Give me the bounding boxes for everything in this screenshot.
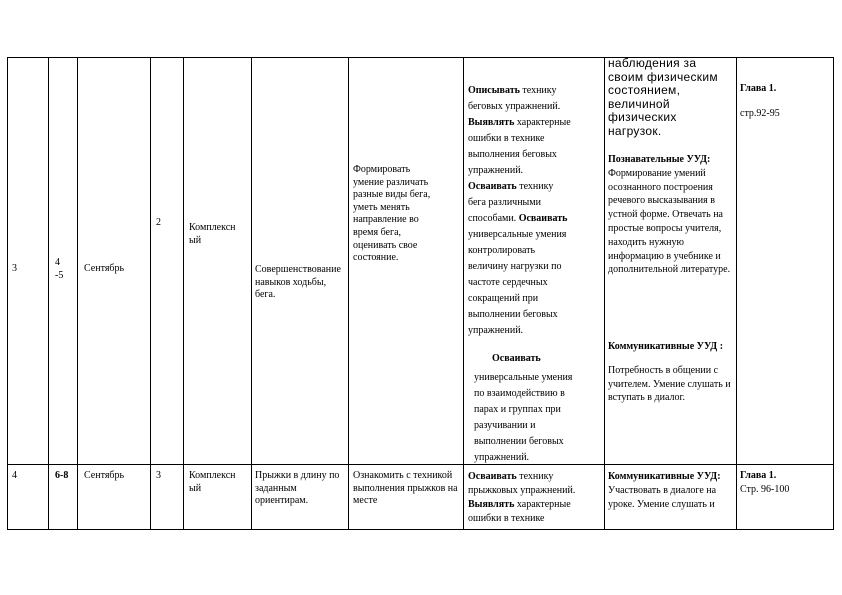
activity-extra-line: разучивании и [474, 420, 536, 431]
row1-reference-chapter: Глава 1. [740, 83, 777, 94]
uud-line: физических [608, 110, 677, 124]
row2-number: 4 [12, 470, 17, 481]
row2-lessons: 6-8 [55, 470, 69, 481]
activity-line: прыжковых упражнений. [468, 485, 576, 496]
row1-lessons: 4 -5 [55, 257, 64, 281]
row1-lesson-type: Комплексный [189, 222, 236, 246]
activity-extra-line: по взаимодействию в [474, 388, 565, 399]
activity-line: Выявлять характерные [468, 499, 571, 510]
uud-line: своим физическим [608, 69, 718, 84]
row2-lesson-type: Комплексный [189, 470, 236, 494]
uud-communicative-text: Участвовать в диалоге на уроке. Умение слушать и [608, 485, 717, 510]
activity-extra-line: универсальные умения [474, 372, 573, 383]
activity-line: бега различными [468, 197, 541, 208]
activity-line: Описывать технику [468, 85, 557, 96]
activity-line: упражнений. [468, 325, 524, 336]
uud-communicative-heading: Коммуникативные УУД: [608, 471, 721, 482]
activity-line: ошибки в технике [468, 133, 545, 144]
activity-extra-line: выполнении беговых [474, 436, 564, 447]
uud-cognitive-heading: Познавательные УУД: [608, 154, 711, 165]
activity-line: частоте сердечных [468, 277, 548, 288]
row1-goals: Формировать умение различать разные виды бега, уметь менять направление во время бега, оценивать свое состояние. [353, 164, 431, 264]
activity-line: сокращений при [468, 293, 539, 304]
row1-activity [468, 83, 571, 339]
activity-line: Осваивать технику [468, 471, 554, 482]
row1-hours: 2 [156, 217, 161, 228]
activity-line: Выявлять характерные [468, 117, 571, 128]
activity-line: контролировать [468, 245, 536, 256]
row2-uud [608, 470, 733, 512]
uud-communicative-text: Потребность в общении с учителем. Умение слушать и вступать в диалог. [608, 364, 731, 404]
activity-line: беговых упражнений. [468, 101, 561, 112]
activity-line: Осваивать технику [468, 181, 554, 192]
uud-line: нагрузок. [608, 123, 662, 138]
activity-extra-line: парах и группах при [474, 404, 561, 415]
uud-line: величиной [608, 96, 670, 111]
activity-line: выполнении беговых [468, 309, 558, 320]
uud-communicative-heading: Коммуникативные УУД : [608, 341, 724, 352]
uud-cognitive-text: Формирование умений осознанного построения речевого высказывания в устной форме. Отвечать на простые вопросы учителя, находить нужную информацию в учебнике и дополнительной литературе. [608, 167, 731, 276]
row1-reference-pages: стр.92-95 [740, 108, 780, 119]
uud-line: наблюдения за [608, 56, 697, 70]
row1-uud-communicative [608, 340, 733, 405]
uud-line: состоянием, [608, 83, 681, 97]
lesson-plan-table [7, 57, 834, 530]
row2-activity [468, 470, 575, 526]
row1-uud-top [608, 57, 718, 138]
activity-line: универсальные умения [468, 229, 567, 240]
row2-topic: Прыжки в длину по заданным ориентирам. [255, 470, 340, 507]
row2-goals: Ознакомить с техникой выполнения прыжков на месте [353, 470, 458, 507]
row2-reference-pages: Стр. 96-100 [740, 484, 790, 495]
row1-activity-extra [474, 370, 572, 466]
activity-line: величину нагрузки по [468, 261, 562, 272]
row2-month: Сентябрь [84, 470, 125, 481]
row2-reference-chapter: Глава 1. [740, 470, 777, 481]
row1-uud-cognitive [608, 153, 733, 277]
activity-line: способами. Осваивать [468, 213, 568, 224]
activity-line: упражнений. [468, 165, 524, 176]
row2-hours: 3 [156, 470, 161, 481]
row1-number: 3 [12, 263, 17, 274]
activity-line: выполнения беговых [468, 149, 557, 160]
row1-topic: Совершенствование навыков ходьбы, бега. [255, 264, 341, 301]
activity-line: ошибки в технике [468, 513, 545, 524]
row1-activity-extra-heading: Осваивать [492, 353, 541, 364]
row1-month: Сентябрь [84, 263, 125, 274]
activity-extra-line: упражнений. [474, 452, 530, 463]
